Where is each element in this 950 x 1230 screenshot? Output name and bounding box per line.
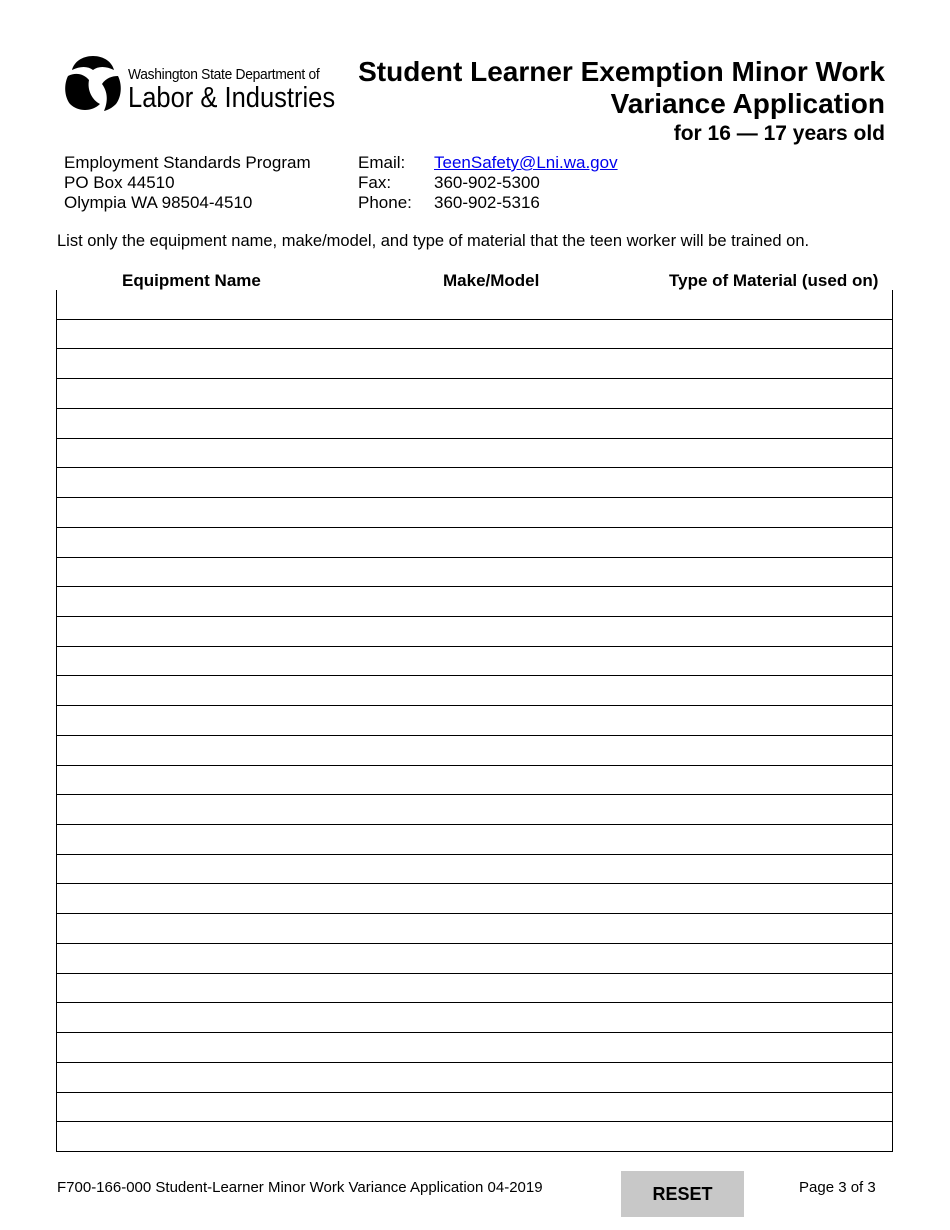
mailing-address — [64, 153, 311, 213]
title-subtitle: for 16 — 17 years old — [673, 122, 885, 145]
table-row[interactable] — [57, 528, 892, 558]
column-header-make-model: Make/Model — [443, 271, 540, 290]
contact-info — [358, 153, 618, 213]
table-row[interactable] — [57, 884, 892, 914]
title-line1: Student Learner Exemption Minor Work — [358, 56, 885, 87]
title-line2: Variance Application — [610, 88, 885, 119]
table-row[interactable] — [57, 647, 892, 677]
table-row[interactable] — [57, 676, 892, 706]
table-row[interactable] — [57, 795, 892, 825]
table-row[interactable] — [57, 349, 892, 379]
table-row[interactable] — [57, 1122, 892, 1152]
equipment-table — [56, 290, 893, 1152]
fax-label: Fax: — [358, 173, 392, 192]
page-number: Page 3 of 3 — [799, 1179, 876, 1196]
table-row[interactable] — [57, 1093, 892, 1123]
address-line2: PO Box 44510 — [64, 173, 175, 192]
table-row[interactable] — [57, 1033, 892, 1063]
fax-number: 360-902-5300 — [434, 173, 540, 192]
column-header-material-type: Type of Material (used on) — [669, 271, 879, 290]
logo-agency-text: Labor & Industries — [128, 82, 336, 114]
lni-logo-icon — [62, 54, 124, 118]
instructions-text: List only the equipment name, make/model, and type of material that the teen worker will be trained on. — [57, 232, 810, 250]
table-row[interactable] — [57, 1003, 892, 1033]
page-title — [358, 56, 885, 148]
table-row[interactable] — [57, 468, 892, 498]
phone-number: 360-902-5316 — [434, 193, 540, 212]
table-row[interactable] — [57, 558, 892, 588]
table-row[interactable] — [57, 290, 892, 320]
email-link[interactable]: TeenSafety@Lni.wa.gov — [434, 153, 618, 172]
table-row[interactable] — [57, 409, 892, 439]
table-row[interactable] — [57, 855, 892, 885]
table-row[interactable] — [57, 736, 892, 766]
table-row[interactable] — [57, 439, 892, 469]
column-header-equipment-name: Equipment Name — [122, 271, 261, 290]
table-row[interactable] — [57, 617, 892, 647]
table-row[interactable] — [57, 944, 892, 974]
table-row[interactable] — [57, 914, 892, 944]
table-row[interactable] — [57, 320, 892, 350]
email-label: Email: — [358, 153, 406, 172]
table-row[interactable] — [57, 587, 892, 617]
table-row[interactable] — [57, 498, 892, 528]
address-line1: Employment Standards Program — [64, 153, 311, 172]
address-line3: Olympia WA 98504-4510 — [64, 193, 253, 212]
phone-label: Phone: — [358, 193, 412, 212]
table-row[interactable] — [57, 766, 892, 796]
reset-button[interactable]: RESET — [621, 1171, 744, 1217]
table-row[interactable] — [57, 1063, 892, 1093]
form-id-footer: F700-166-000 Student-Learner Minor Work Variance Application 04-2019 — [57, 1179, 543, 1196]
logo-department-text: Washington State Department of — [128, 66, 320, 83]
table-row[interactable] — [57, 825, 892, 855]
table-row[interactable] — [57, 706, 892, 736]
table-row[interactable] — [57, 974, 892, 1004]
table-row[interactable] — [57, 379, 892, 409]
agency-logo — [62, 54, 336, 118]
